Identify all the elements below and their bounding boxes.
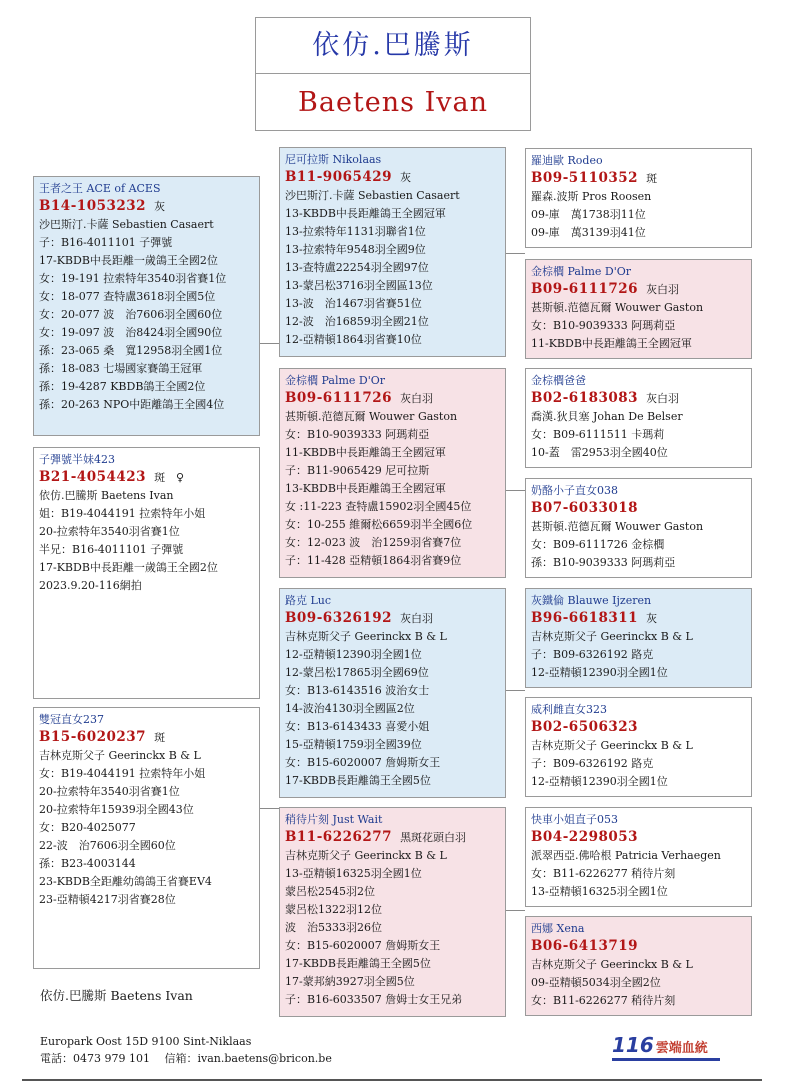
plumage-color: 斑 xyxy=(154,731,166,744)
ring-number-row xyxy=(531,937,746,956)
pigeon-detail-line: 子：B11-9065429 尼可拉斯 xyxy=(285,464,430,477)
owner-name-zh: 依仿.巴騰斯 xyxy=(255,17,531,74)
pigeon-detail-line: 子：11-428 亞精頓1864羽省賽9位 xyxy=(285,554,462,567)
pigeon-name: 雙冠直女237 xyxy=(39,713,104,726)
pigeon-name: 王者之王 ACE of ACES xyxy=(39,182,161,195)
pigeon-detail-line: 沙巴斯汀.卡薩 Sebastien Casaert xyxy=(39,218,214,231)
pigeon-detail-line: 17-KBDB長距離鴿王全國5位 xyxy=(285,957,431,970)
pigeon-detail-line: 女：B15-6020007 詹姆斯女王 xyxy=(285,939,441,952)
plumage-color: 灰白羽 xyxy=(400,392,434,405)
pigeon-detail-line: 09-亞精頓5034羽全國2位 xyxy=(531,976,661,989)
pigeon-detail-line: 女：B13-6143433 喜愛小姐 xyxy=(285,720,430,733)
pigeon-detail-line: 依仿.巴騰斯 Baetens Ivan xyxy=(39,489,174,502)
pigeon-detail-line: 09-庫 萬3139羽41位 xyxy=(531,226,646,239)
pigeon-detail-line: 派翠西亞.佛哈根 Patricia Verhaegen xyxy=(531,849,721,862)
ring-number: B11-6226277 xyxy=(285,829,393,845)
plumage-color: 灰白羽 xyxy=(646,392,680,405)
plumage-color: 斑 xyxy=(646,172,658,185)
pigeon-detail-line: 孫：20-263 NPO中距離鴿王全國4位 xyxy=(39,398,225,411)
pigeon-detail-line: 12-亞精頓12390羽全國1位 xyxy=(531,775,668,788)
pigeon-name: 金棕櫚 Palme D'Or xyxy=(285,374,386,387)
ring-number: B04-2298053 xyxy=(531,829,639,845)
pigeon-detail-line: 13-查特盧22254羽全國97位 xyxy=(285,261,429,274)
pigeon-detail-line: 13-亞精頓16325羽全國1位 xyxy=(531,885,668,898)
pigeon-detail-line: 11-KBDB中長距離鴿王全國冠軍 xyxy=(531,337,692,350)
ring-number: B21-4054423 xyxy=(39,469,147,485)
pigeon-detail-line: 13-KBDB中長距離鴿王全國冠軍 xyxy=(285,207,446,220)
plumage-color: 斑 ♀ xyxy=(154,471,185,484)
pigeon-detail-line: 17-KBDB長距離鴿王全國5位 xyxy=(285,774,431,787)
pigeon-detail-line: 12-亞精頓12390羽全國1位 xyxy=(531,666,668,679)
ring-number-row xyxy=(531,718,746,737)
owner-name-en: Baetens Ivan xyxy=(255,73,531,131)
ring-number: B11-9065429 xyxy=(285,169,393,185)
pigeon-name: 子彈號半妹423 xyxy=(39,453,115,466)
ring-number: B09-6326192 xyxy=(285,610,393,626)
ring-number-row xyxy=(285,609,500,628)
pigeon-detail-line: 20-拉索特年3540羽省賽1位 xyxy=(39,785,180,798)
pigeon-card-g7 xyxy=(525,807,752,907)
connector-gp-2 xyxy=(505,490,525,491)
ring-number-row xyxy=(531,499,746,518)
pigeon-name: 尼可拉斯 Nikolaas xyxy=(285,153,382,166)
pigeon-detail-line: 12-亞精頓12390羽全國1位 xyxy=(285,648,422,661)
ring-number-row xyxy=(531,609,746,628)
pigeon-card-dam-dam xyxy=(279,807,506,1017)
pigeon-card-sire-dam xyxy=(279,368,506,578)
connector-dam-h1 xyxy=(259,808,280,809)
pigeon-detail-line: 12-波 治16859羽全國21位 xyxy=(285,315,429,328)
pigeon-detail-line: 女：B09-6111726 金棕櫚 xyxy=(531,538,665,551)
pigeon-detail-line: 15-亞精頓1759羽全國39位 xyxy=(285,738,422,751)
ring-number: B06-6413719 xyxy=(531,938,639,954)
pigeon-detail-line: 14-波治4130羽全國區2位 xyxy=(285,702,415,715)
pigeon-detail-line: 女：18-077 查特盧3618羽全國5位 xyxy=(39,290,216,303)
logo-text: 雲端血統 xyxy=(655,1041,708,1056)
ring-number-row xyxy=(531,389,746,408)
connector-gp-4 xyxy=(505,910,525,911)
pigeon-detail-line: 13-拉索特年1131羽聯省1位 xyxy=(285,225,426,238)
plumage-color: 灰白羽 xyxy=(400,612,434,625)
pigeon-detail-line: 女：12-023 波 治1259羽省賽7位 xyxy=(285,536,462,549)
pigeon-detail-line: 女：B20-4025077 xyxy=(39,821,136,834)
ring-number: B07-6033018 xyxy=(531,500,639,516)
pigeon-detail-line: 吉林克斯父子 Geerinckx B & L xyxy=(39,749,201,762)
pigeon-detail-line: 女：B09-6111511 卡瑪莉 xyxy=(531,428,665,441)
pigeon-card-subject xyxy=(33,176,260,436)
connector-gp-3 xyxy=(505,690,525,691)
pigeon-card-dam xyxy=(33,707,260,969)
pigeon-detail-line: 孫：B10-9039333 阿瑪莉亞 xyxy=(531,556,676,569)
footer-contact-block xyxy=(40,1033,332,1067)
pigeon-card-g2 xyxy=(525,259,752,359)
pigeon-detail-line: 女：10-255 維爾松6659羽半全國6位 xyxy=(285,518,473,531)
ring-number-row xyxy=(285,168,500,187)
pigeon-detail-line: 子：B16-4011101 子彈號 xyxy=(39,236,173,249)
pigeon-detail-line: 女：B11-6226277 稍待片刻 xyxy=(531,867,676,880)
pigeon-card-dam-sire xyxy=(279,588,506,798)
pigeon-detail-line: 甚斯頓.范德瓦爾 Wouwer Gaston xyxy=(531,520,704,533)
ring-number-row xyxy=(39,197,254,216)
pigeon-detail-line: 09-庫 萬1738羽11位 xyxy=(531,208,646,221)
pigeon-card-g1 xyxy=(525,148,752,248)
plumage-color: 灰 xyxy=(646,612,658,625)
pigeon-detail-line: 10-蓋 雷2953羽全國40位 xyxy=(531,446,668,459)
logo-number: 116 xyxy=(612,1033,654,1057)
pigeon-name: 快車小姐直子053 xyxy=(531,813,618,826)
pigeon-detail-line: 20-拉索特年15939羽全國43位 xyxy=(39,803,194,816)
pigeon-detail-line: 半兄：B16-4011101 子彈號 xyxy=(39,543,184,556)
pigeon-detail-line: 女 :11-223 查特盧15902羽全國45位 xyxy=(285,500,472,513)
pigeon-detail-line: 17-蒙邦納3927羽全國5位 xyxy=(285,975,415,988)
pigeon-detail-line: 女：19-191 拉索特年3540羽省賽1位 xyxy=(39,272,227,285)
pigeon-detail-line: 女：19-097 波 治8424羽全國90位 xyxy=(39,326,223,339)
pigeon-detail-line: 喬漢.狄貝塞 Johan De Belser xyxy=(531,410,683,423)
bottom-rule xyxy=(22,1079,762,1081)
ring-number-row xyxy=(531,169,746,188)
pigeon-name: 灰鐵倫 Blauwe Ijzeren xyxy=(531,594,652,607)
pigeon-detail-line: 吉林克斯父子 Geerinckx B & L xyxy=(285,630,447,643)
pigeon-detail-line: 女：B11-6226277 稍待片刻 xyxy=(531,994,676,1007)
pigeon-detail-line: 子：B16-6033507 詹姆士女王兄弟 xyxy=(285,993,463,1006)
pigeon-detail-line: 23-亞精頓4217羽省賽28位 xyxy=(39,893,176,906)
pigeon-detail-line: 13-KBDB中長距離鴿王全國冠軍 xyxy=(285,482,446,495)
pigeon-detail-line: 吉林克斯父子 Geerinckx B & L xyxy=(285,849,447,862)
ring-number: B09-6111726 xyxy=(285,390,393,406)
plumage-color: 灰白羽 xyxy=(646,283,680,296)
footer-owner: 依仿.巴騰斯 Baetens Ivan xyxy=(40,988,193,1003)
plumage-color: 黑斑花頭白羽 xyxy=(400,831,467,844)
ring-number-row xyxy=(39,728,254,747)
pigeon-detail-line: 13-亞精頓16325羽全國1位 xyxy=(285,867,422,880)
pigeon-detail-line: 孫：18-083 七場國家賽鴿王冠軍 xyxy=(39,362,203,375)
pigeon-detail-line: 吉林克斯父子 Geerinckx B & L xyxy=(531,739,693,752)
plumage-color: 灰 xyxy=(154,200,166,213)
ring-number: B14-1053232 xyxy=(39,198,147,214)
logo-underline xyxy=(612,1058,720,1061)
pigeon-name: 西娜 Xena xyxy=(531,922,585,935)
pigeon-name: 羅迪歐 Rodeo xyxy=(531,154,603,167)
connector-sire-h1 xyxy=(259,343,280,344)
pigeon-card-g8 xyxy=(525,916,752,1016)
pigeon-detail-line: 蒙呂松1322羽12位 xyxy=(285,903,382,916)
pigeon-card-sibling xyxy=(33,447,260,699)
pigeon-detail-line: 2023.9.20-116網拍 xyxy=(39,579,142,592)
ring-number-row xyxy=(531,828,746,847)
pigeon-detail-line: 13-蒙呂松3716羽全國區13位 xyxy=(285,279,433,292)
pigeon-detail-line: 23-KBDB全距離幼鴿鴿王省賽EV4 xyxy=(39,875,212,888)
pigeon-detail-line: 11-KBDB中長距離鴿王全國冠軍 xyxy=(285,446,446,459)
pigeon-card-g3 xyxy=(525,368,752,468)
ring-number: B09-6111726 xyxy=(531,281,639,297)
pigeon-detail-line: 女：20-077 波 治7606羽全國60位 xyxy=(39,308,223,321)
pigeon-card-g6 xyxy=(525,697,752,797)
pigeon-name: 金棕櫚爸爸 xyxy=(531,374,586,387)
pigeon-detail-line: 子：B09-6326192 路克 xyxy=(531,648,654,661)
pigeon-detail-line: 姐：B19-4044191 拉索特年小姐 xyxy=(39,507,206,520)
pigeon-name: 路克 Luc xyxy=(285,594,332,607)
pigeon-detail-line: 波 治5333羽26位 xyxy=(285,921,382,934)
ring-number-row xyxy=(39,468,254,487)
pigeon-detail-line: 羅森.波斯 Pros Roosen xyxy=(531,190,652,203)
pigeon-card-g5 xyxy=(525,588,752,688)
pigeon-detail-line: 吉林克斯父子 Geerinckx B & L xyxy=(531,630,693,643)
pigeon-detail-line: 女：B13-6143516 波治女士 xyxy=(285,684,430,697)
ring-number-row xyxy=(285,828,500,847)
ring-number: B02-6183083 xyxy=(531,390,639,406)
pigeon-detail-line: 13-波 治1467羽省賽51位 xyxy=(285,297,422,310)
pigeon-detail-line: 沙巴斯汀.卡薩 Sebastien Casaert xyxy=(285,189,460,202)
pigeon-detail-line: 女：B15-6020007 詹姆斯女王 xyxy=(285,756,441,769)
ring-number-row xyxy=(531,280,746,299)
pigeon-detail-line: 甚斯頓.范德瓦爾 Wouwer Gaston xyxy=(285,410,458,423)
pigeon-detail-line: 女：B10-9039333 阿瑪莉亞 xyxy=(285,428,430,441)
pigeon-name: 威利雌直女323 xyxy=(531,703,607,716)
plumage-color: 灰 xyxy=(400,171,412,184)
pigeon-detail-line: 蒙呂松2545羽2位 xyxy=(285,885,375,898)
pigeon-detail-line: 女：B19-4044191 拉索特年小姐 xyxy=(39,767,206,780)
ring-number: B96-6618311 xyxy=(531,610,639,626)
brand-logo xyxy=(612,1033,720,1061)
ring-number-row xyxy=(285,389,500,408)
pigeon-card-sire-sire xyxy=(279,147,506,357)
pigeon-card-g4 xyxy=(525,478,752,578)
pigeon-detail-line: 吉林克斯父子 Geerinckx B & L xyxy=(531,958,693,971)
pigeon-detail-line: 女：B10-9039333 阿瑪莉亞 xyxy=(531,319,676,332)
pigeon-detail-line: 孫：23-065 桑 寬12958羽全國1位 xyxy=(39,344,223,357)
pigeon-detail-line: 17-KBDB中長距離一歲鴿王全國2位 xyxy=(39,561,218,574)
pigeon-detail-line: 子：B09-6326192 路克 xyxy=(531,757,654,770)
pigeon-detail-line: 12-亞精頓1864羽省賽10位 xyxy=(285,333,422,346)
pigeon-detail-line: 13-拉索特年9548羽全國9位 xyxy=(285,243,426,256)
ring-number: B15-6020237 xyxy=(39,729,147,745)
pigeon-detail-line: 17-KBDB中長距離一歲鴿王全國2位 xyxy=(39,254,218,267)
pigeon-name: 金棕櫚 Palme D'Or xyxy=(531,265,632,278)
pigeon-detail-line: 甚斯頓.范德瓦爾 Wouwer Gaston xyxy=(531,301,704,314)
connector-gp-1 xyxy=(505,253,525,254)
ring-number: B02-6506323 xyxy=(531,719,639,735)
pigeon-detail-line: 孫：B23-4003144 xyxy=(39,857,136,870)
pigeon-detail-line: 20-拉索特年3540羽省賽1位 xyxy=(39,525,180,538)
pigeon-detail-line: 22-波 治7606羽全國60位 xyxy=(39,839,176,852)
ring-number: B09-5110352 xyxy=(531,170,639,186)
pigeon-detail-line: 12-蒙呂松17865羽全國69位 xyxy=(285,666,429,679)
pigeon-detail-line: 孫：19-4287 KBDB鴿王全國2位 xyxy=(39,380,206,393)
footer-address: Europark Oost 15D 9100 Sint-Niklaas xyxy=(40,1035,252,1048)
pigeon-name: 稍待片刻 Just Wait xyxy=(285,813,383,826)
pigeon-name: 奶酪小子直女038 xyxy=(531,484,618,497)
footer-contact: 電話：0473 979 101 信箱：ivan.baetens@bricon.be xyxy=(40,1052,332,1065)
